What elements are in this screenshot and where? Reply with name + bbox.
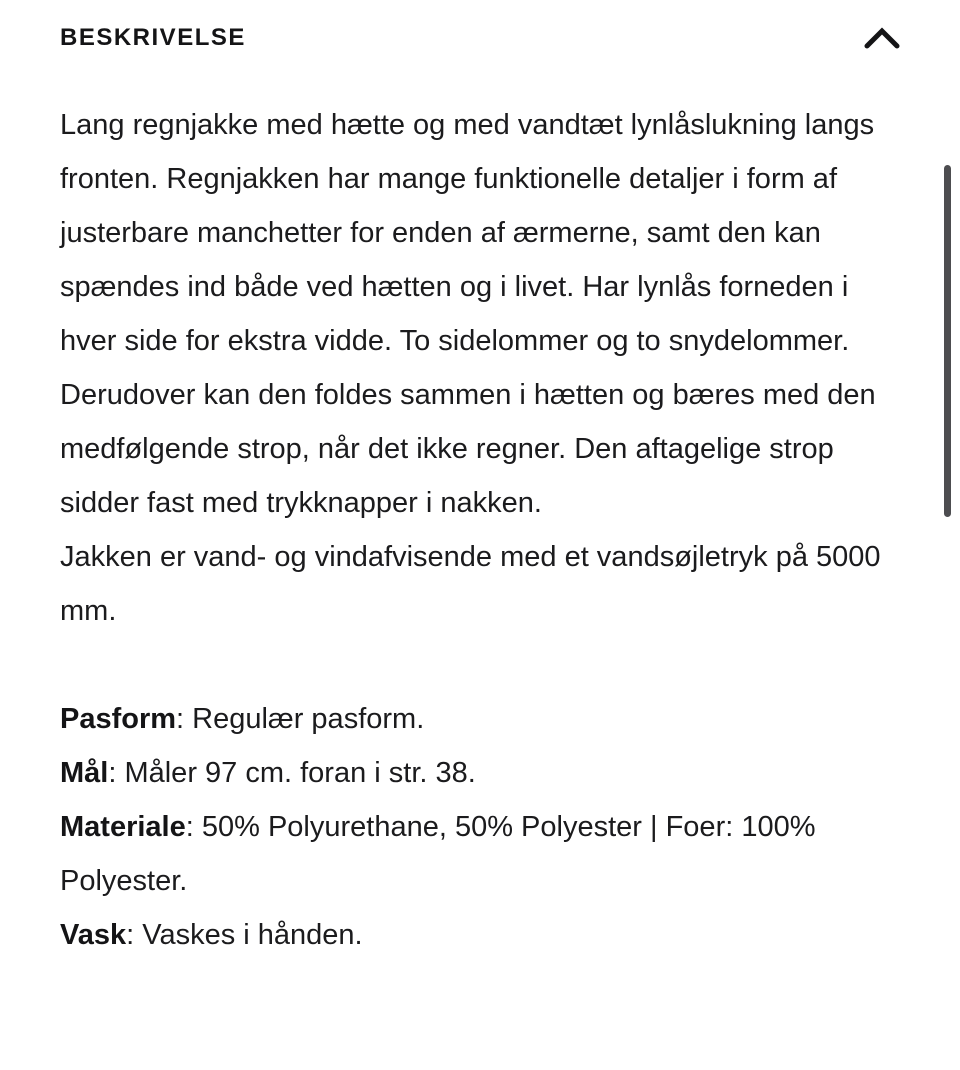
- spec-value: : Regulær pasform.: [176, 703, 425, 735]
- spec-label: Materiale: [60, 811, 186, 843]
- description-paragraph: Jakken er vand- og vindafvisende med et vandsøjletryk på 5000 mm.: [60, 541, 881, 627]
- spec-value: : 50% Polyurethane, 50% Polyester | Foer: 100% Polyester.: [60, 811, 816, 897]
- description-body: [60, 98, 905, 962]
- chevron-up-icon[interactable]: [862, 24, 902, 52]
- scrollbar-thumb[interactable]: [944, 165, 951, 517]
- description-paragraph: Derudover kan den foldes sammen i hætten og bæres med den medfølgende strop, når det ikke regner. Den aftagelige strop sidder fast med trykknapper i nakken.: [60, 379, 876, 519]
- spec-label: Vask: [60, 919, 127, 951]
- spec-value: : Vaskes i hånden.: [126, 919, 363, 951]
- accordion-header-beskrivelse[interactable]: [0, 0, 960, 52]
- spec-label: Pasform: [60, 703, 177, 735]
- spec-value: : Måler 97 cm. foran i str. 38.: [108, 757, 476, 789]
- spec-row-pasform: [60, 692, 905, 746]
- description-paragraph: Lang regnjakke med hætte og med vandtæt lynlåslukning langs fronten. Regnjakken har mange funktionelle detaljer i form af justerbare manchetter for enden af ærmerne, samt den kan spændes ind både ved hætten og i livet. Har lynlås forneden i hver side for ekstra vidde. To sidelommer og to snydelommer.: [60, 109, 875, 357]
- spec-list: [60, 692, 905, 962]
- spec-row-maal: [60, 746, 905, 800]
- spec-row-materiale: [60, 800, 905, 908]
- spec-row-vask: [60, 908, 905, 962]
- spec-label: Mål: [60, 757, 109, 789]
- section-title: BESKRIVELSE: [60, 24, 246, 51]
